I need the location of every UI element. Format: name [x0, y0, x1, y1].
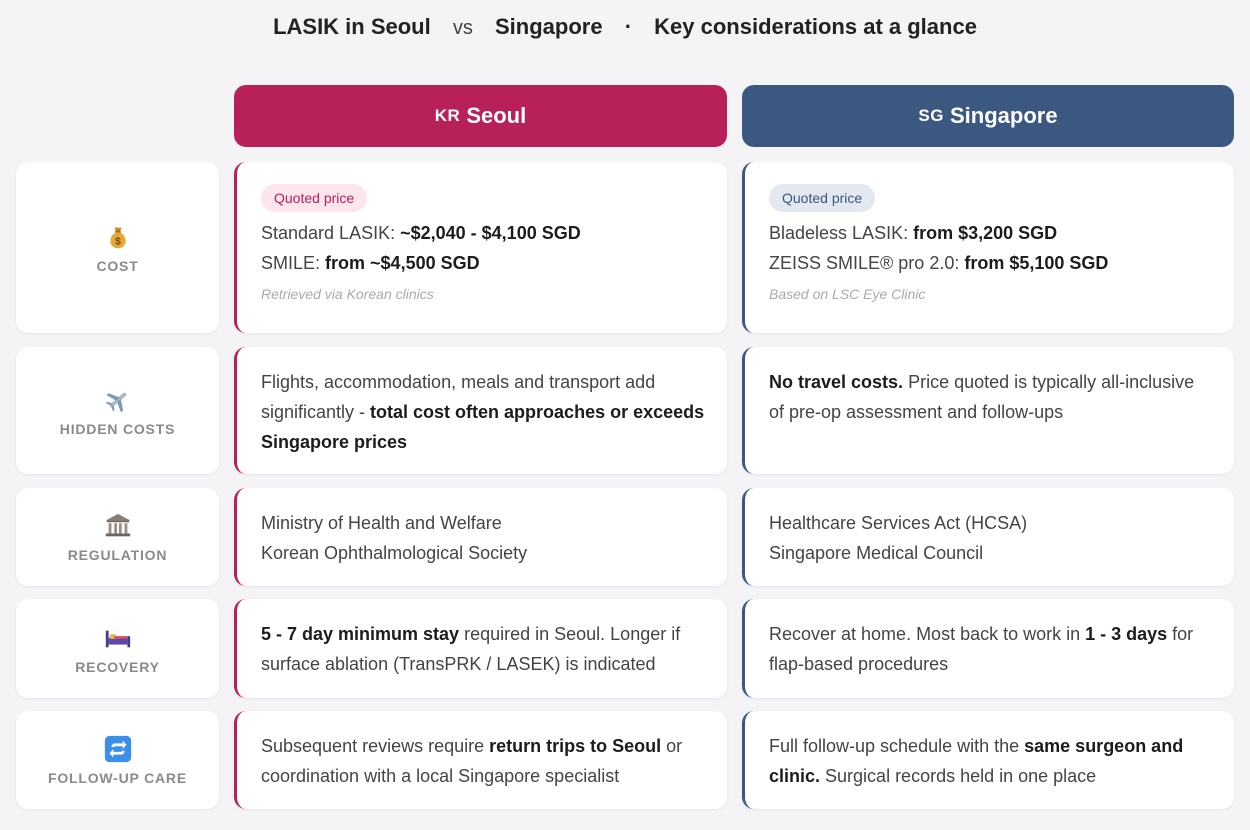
row-label-regulation [16, 488, 219, 586]
row-label-cost [16, 162, 219, 333]
recovery-emphasis: 1 - 3 days [1085, 624, 1168, 644]
row-label-hidden-costs [16, 347, 219, 474]
title-separator: · [624, 14, 633, 39]
seoul-cost-card [234, 162, 727, 333]
page-title [0, 14, 1250, 40]
seoul-flag-code: KR [434, 106, 461, 125]
title-vs: vs [452, 17, 473, 39]
cost-value: from $3,200 SGD [913, 223, 1058, 243]
seoul-follow-up-card [234, 711, 727, 809]
svg-text:$: $ [114, 236, 121, 247]
singapore-regulation-card [742, 488, 1234, 586]
row-label-text: FOLLOW-UP CARE [48, 770, 187, 786]
row-label-text: HIDDEN COSTS [59, 420, 176, 437]
regulator-name: Singapore Medical Council [769, 543, 984, 563]
cost-label: ZEISS SMILE® pro 2.0: [769, 253, 965, 273]
cost-value: ~$2,040 - $4,100 SGD [400, 223, 581, 243]
money-bag-icon [103, 222, 133, 252]
source-note: Based on LSC Eye Clinic [769, 286, 926, 302]
row-label-follow-up-care [16, 711, 219, 809]
title-left: LASIK in Seoul [273, 14, 431, 39]
follow-up-text: Surgical records held in one place [820, 766, 1097, 786]
seoul-recovery-card [234, 599, 727, 698]
regulator-name: Korean Ophthalmological Society [261, 543, 528, 563]
seoul-column-header [234, 85, 727, 147]
quoted-price-badge: Quoted price [769, 184, 875, 212]
seoul-regulation-card [234, 488, 727, 586]
regulator-name: Ministry of Health and Welfare [261, 513, 502, 533]
row-label-recovery [16, 599, 219, 698]
follow-up-emphasis: same surgeon and clinic. [769, 736, 1184, 786]
seoul-column-title: Seoul [466, 103, 527, 128]
repeat-icon [103, 734, 133, 764]
hidden-costs-emphasis: total cost often approaches or exceeds Singapore prices [261, 402, 705, 452]
government-building-icon [103, 511, 133, 541]
singapore-hidden-costs-card [742, 347, 1234, 474]
cost-label: SMILE: [261, 253, 326, 273]
row-label-text: RECOVERY [75, 658, 160, 675]
follow-up-emphasis: return trips to Seoul [489, 736, 662, 756]
cost-value: from ~$4,500 SGD [325, 253, 480, 273]
recovery-text: for flap-based procedures [769, 624, 1194, 674]
cost-line [769, 248, 1212, 278]
title-subtitle: Key considerations at a glance [654, 14, 977, 39]
singapore-column-header [742, 85, 1234, 147]
hidden-costs-emphasis: No travel costs. [769, 372, 904, 392]
seoul-hidden-costs-card [234, 347, 727, 474]
cost-label: Standard LASIK: [261, 223, 401, 243]
hidden-costs-text: Flights, accommodation, meals and transport add significantly - [261, 372, 656, 422]
singapore-flag-code: SG [918, 106, 944, 125]
cost-label: Bladeless LASIK: [769, 223, 914, 243]
recovery-emphasis: 5 - 7 day minimum stay [261, 624, 460, 644]
follow-up-text: or coordination with a local Singapore specialist [261, 736, 683, 786]
recovery-text: required in Seoul. Longer if surface ablation (TransPRK / LASEK) is indicated [261, 624, 681, 674]
regulator-name: Healthcare Services Act (HCSA) [769, 513, 1028, 533]
follow-up-text: Subsequent reviews require [261, 736, 490, 756]
cost-line [769, 218, 1212, 248]
source-note: Retrieved via Korean clinics [261, 286, 434, 302]
row-label-text: REGULATION [67, 547, 168, 563]
singapore-column-title: Singapore [949, 103, 1058, 128]
singapore-follow-up-card [742, 711, 1234, 809]
hidden-costs-text: Price quoted is typically all-inclusive of pre-op assessment and follow-ups [769, 372, 1195, 422]
cost-line [261, 248, 705, 278]
row-label-text: COST [96, 257, 139, 274]
quoted-price-badge: Quoted price [261, 184, 367, 212]
singapore-cost-card [742, 162, 1234, 333]
singapore-recovery-card [742, 599, 1234, 698]
title-right: Singapore [495, 14, 603, 39]
follow-up-text: Full follow-up schedule with the [769, 736, 1025, 756]
cost-value: from $5,100 SGD [964, 253, 1109, 273]
recovery-text: Recover at home. Most back to work in [769, 624, 1086, 644]
cost-line [261, 218, 705, 248]
bed-icon [103, 623, 133, 653]
airplane-icon [103, 385, 133, 415]
